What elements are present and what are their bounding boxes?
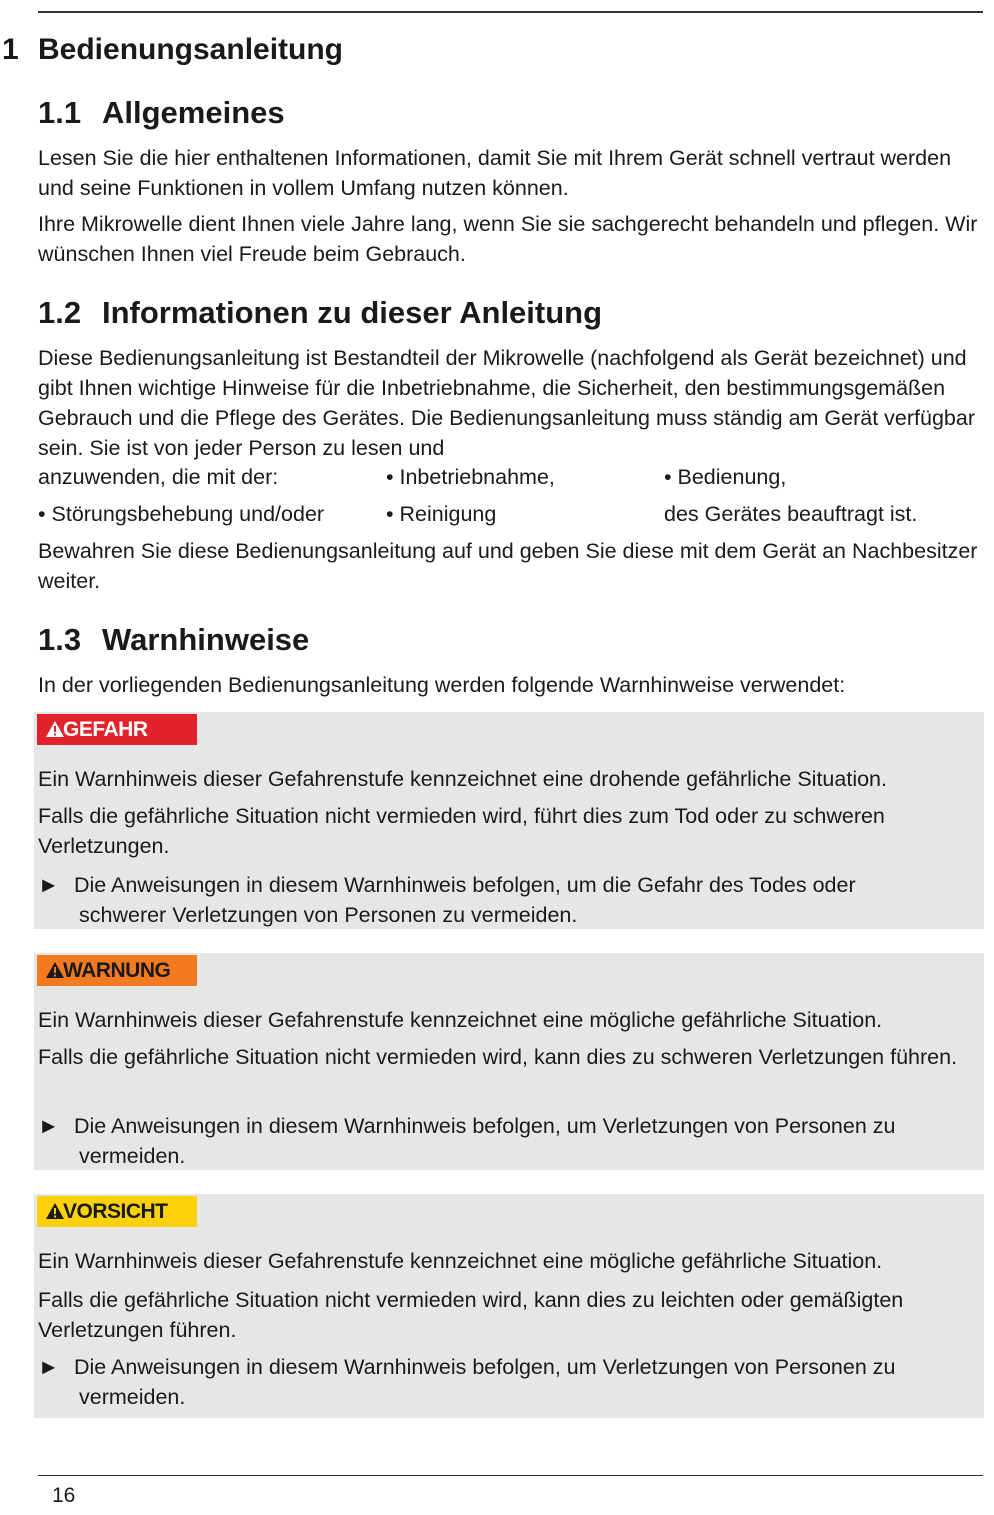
section-number: 1.1 — [38, 95, 82, 130]
section-title: Allgemeines — [102, 95, 285, 130]
step-arrow-icon: ► — [38, 873, 60, 897]
warning-box-vorsicht — [34, 1194, 984, 1418]
warning-consequence: Falls die gefährliche Situation nicht vermieden wird, führt dies zum Tod oder zu schweren Verletzungen. — [38, 804, 885, 858]
top-rule — [38, 11, 983, 13]
warning-triangle-icon — [45, 1202, 65, 1220]
warning-triangle-icon — [45, 720, 65, 738]
paragraph: In der vorliegenden Bedienungsanleitung werden folgende Warnhinweise verwendet: — [38, 673, 846, 697]
paragraph: Lesen Sie die hier enthaltenen Informationen, damit Sie mit Ihrem Gerät schnell vertraut werden und seine Funktionen in vollem Umfang nutzen können. — [38, 146, 952, 200]
chapter-heading — [2, 33, 343, 67]
signal-badge — [37, 714, 197, 745]
warning-instruction — [38, 870, 978, 930]
warning-description: Ein Warnhinweis dieser Gefahrenstufe kennzeichnet eine mögliche gefährliche Situation. — [38, 1008, 883, 1032]
signal-badge — [37, 955, 197, 986]
warning-consequence: Falls die gefährliche Situation nicht vermieden wird, kann dies zu schweren Verletzungen führen. — [38, 1045, 958, 1069]
footer-rule — [38, 1475, 983, 1476]
step-arrow-icon: ► — [38, 1355, 60, 1379]
warning-triangle-icon — [45, 961, 65, 979]
signal-word: GEFAHR — [63, 718, 148, 741]
list-item: • Bedienung, — [664, 465, 787, 489]
warning-description: Ein Warnhinweis dieser Gefahrenstufe kennzeichnet eine mögliche gefährliche Situation. — [38, 1249, 883, 1273]
list-item: • Reinigung — [386, 502, 497, 526]
instruction-text: Die Anweisungen in diesem Warnhinweis befolgen, um Verletzungen von Personen zu — [74, 1114, 896, 1138]
paragraph: Ihre Mikrowelle dient Ihnen viele Jahre lang, wenn Sie sie sachgerecht behandeln und pflegen. Wir wünschen Ihnen viel Freude beim Gebrauch. — [38, 212, 978, 266]
instruction-text-cont: schwerer Verletzungen von Personen zu vermeiden. — [79, 903, 578, 927]
signal-word: WARNUNG — [63, 959, 171, 982]
section-heading-warnhinweise — [38, 622, 309, 658]
instruction-text: Die Anweisungen in diesem Warnhinweis befolgen, um Verletzungen von Personen zu — [74, 1355, 896, 1379]
warning-instruction — [38, 1111, 978, 1171]
signal-word: VORSICHT — [63, 1200, 168, 1223]
list-item: • Störungsbehebung und/oder — [38, 502, 325, 526]
page-number: 16 — [52, 1484, 76, 1507]
section-number: 1.3 — [38, 622, 82, 657]
instruction-text-cont: vermeiden. — [79, 1144, 186, 1168]
paragraph: Diese Bedienungsanleitung ist Bestandteil der Mikrowelle (nachfolgend als Gerät bezeichnet) und gibt Ihnen wichtige Hinweise für die Inbetriebnahme, die Sicherheit, den bestimmungsgemäßen Gebrauch und die Pflege des Gerätes. Die Bedienungsanleitung muss ständig am Gerät verfügbar sein. Sie ist von jeder Person zu lesen und — [38, 346, 976, 460]
warning-consequence: Falls die gefährliche Situation nicht vermieden wird, kann dies zu leichten oder gemäßigten Verletzungen führen. — [38, 1288, 904, 1342]
signal-badge — [37, 1196, 197, 1227]
instruction-text-cont: vermeiden. — [79, 1385, 186, 1409]
list-item: • Inbetriebnahme, — [386, 465, 555, 489]
section-heading-informationen — [38, 295, 602, 331]
warning-description: Ein Warnhinweis dieser Gefahrenstufe kennzeichnet eine drohende gefährliche Situation. — [38, 767, 887, 791]
chapter-number: 1 — [2, 33, 19, 66]
list-text: anzuwenden, die mit der: — [38, 465, 279, 489]
list-text: des Gerätes beauftragt ist. — [664, 502, 918, 526]
instruction-text: Die Anweisungen in diesem Warnhinweis befolgen, um die Gefahr des Todes oder — [74, 873, 856, 897]
step-arrow-icon: ► — [38, 1114, 60, 1138]
chapter-title: Bedienungsanleitung — [38, 33, 344, 66]
warning-instruction — [38, 1352, 978, 1412]
section-title: Warnhinweise — [102, 622, 310, 657]
section-title: Informationen zu dieser Anleitung — [102, 295, 603, 330]
section-number: 1.2 — [38, 295, 82, 330]
warning-box-gefahr — [34, 712, 984, 929]
paragraph: Bewahren Sie diese Bedienungsanleitung auf und geben Sie diese mit dem Gerät an Nachbesitzer weiter. — [38, 539, 978, 593]
warning-box-warnung — [34, 953, 984, 1170]
section-heading-allgemeines — [38, 95, 285, 131]
